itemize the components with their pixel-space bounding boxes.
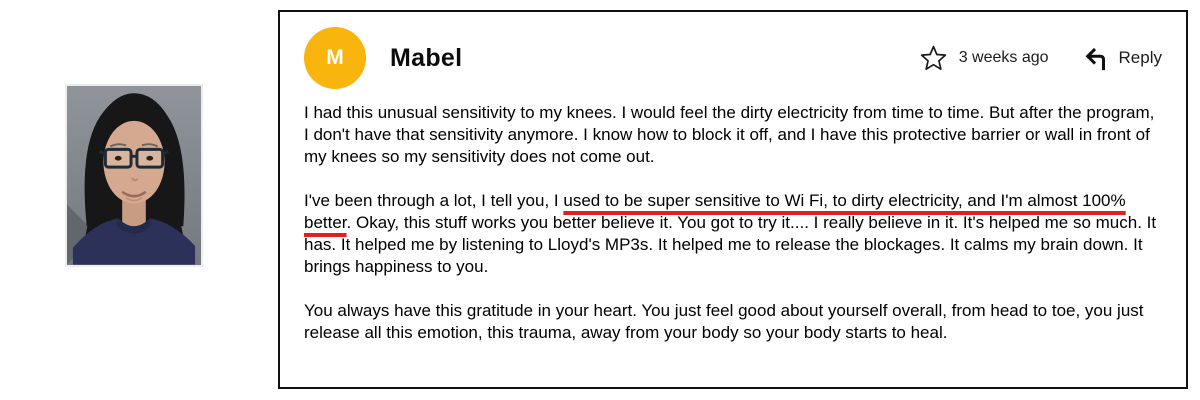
review-timestamp: 3 weeks ago — [958, 49, 1049, 66]
reply-label: Reply — [1118, 48, 1162, 67]
p2-text-before: I've been through a lot, I tell you, I — [304, 191, 564, 210]
p2-text-after: . Okay, this stuff works you better believe it. You got to try it.... I really believe in it. It's helped me so much. It has. It helped me by listening to Lloyd's MP3s. It helped me to release the blockages. It calms my brain down. It brings happiness to you. — [304, 213, 1157, 276]
reviewer-name: Mabel — [390, 43, 463, 72]
review-card — [278, 10, 1188, 389]
red-underlined-text: used to be super sensitive to Wi Fi, to dirty electricity, and I'm almost 100% better — [304, 191, 1126, 232]
star-icon[interactable] — [918, 43, 949, 74]
review-body — [304, 102, 1162, 344]
review-header — [304, 27, 1162, 89]
portrait-illustration — [67, 86, 201, 265]
review-meta — [918, 43, 1162, 74]
review-paragraph-2 — [304, 190, 1162, 278]
review-paragraph-1: I had this unusual sensitivity to my knees. I would feel the dirty electricity from time to time. But after the program, I don't have that sensitivity anymore. I know how to block it off, and I have this protective barrier or wall in front of my knees so my sensitivity does not come out. — [304, 103, 1155, 166]
avatar — [304, 27, 366, 89]
reply-arrow-icon — [1081, 45, 1108, 72]
review-paragraph-3: You always have this gratitude in your heart. You just feel good about yourself overall, from head to toe, you just release all this emotion, this trauma, away from your body so your body starts to heal. — [304, 301, 1144, 342]
avatar-initial: M — [326, 46, 344, 69]
reply-button[interactable] — [1081, 45, 1162, 72]
reviewer-photo — [65, 84, 203, 267]
